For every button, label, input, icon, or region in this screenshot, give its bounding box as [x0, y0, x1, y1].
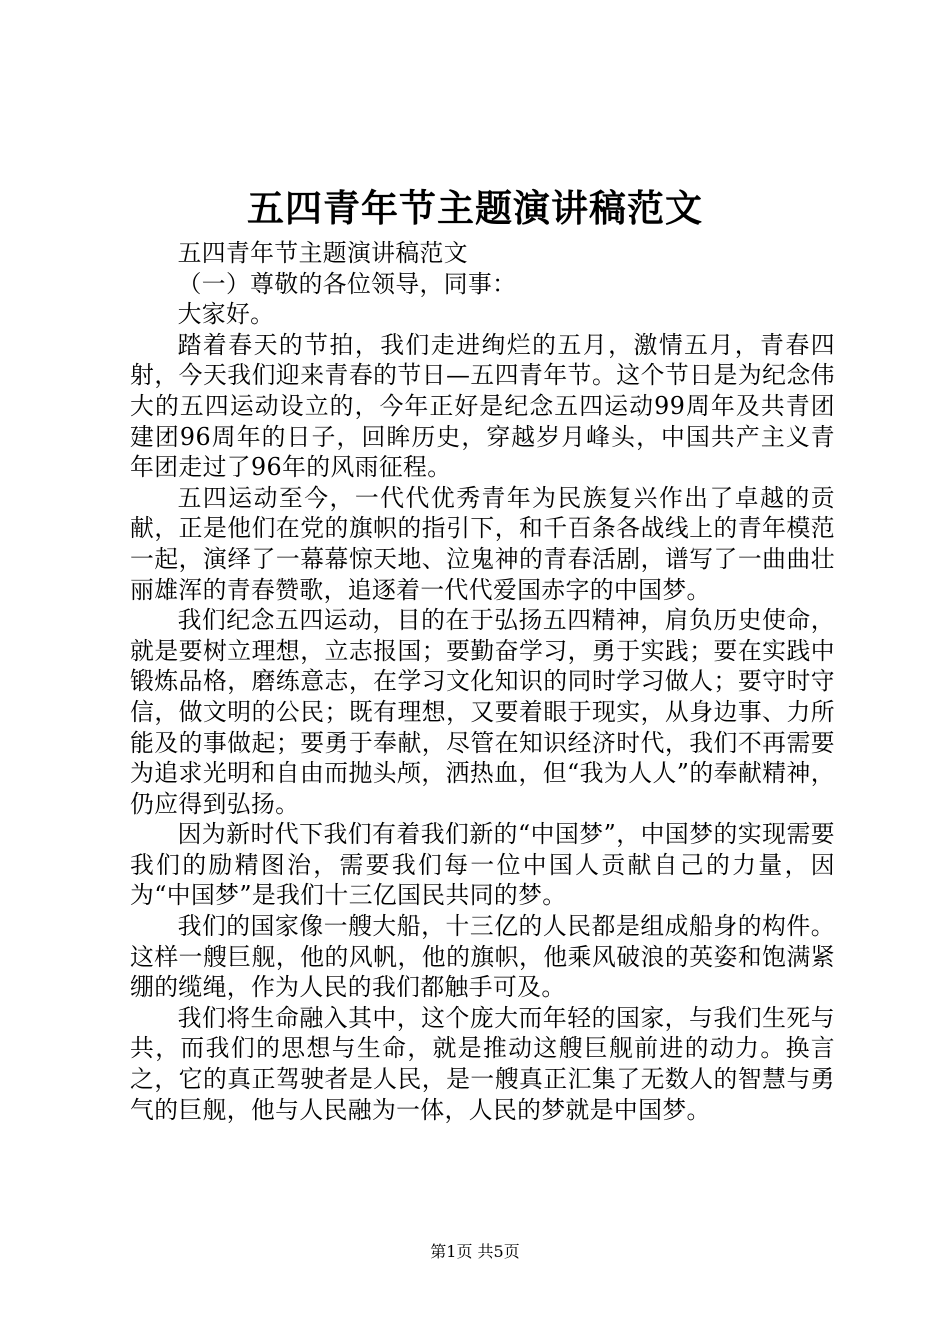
paragraph: 五四运动至今，一代代优秀青年为民族复兴作出了卓越的贡献，正是他们在党的旗帜的指引下，和千百条各战线上的青年模范一起，演绎了一幕幕惊天地、泣鬼神的青春活剧，谱写了一曲曲壮丽雄浑的青春赞歌，追逐着一代代爱国赤字的中国梦。	[130, 483, 835, 604]
paragraph: 我们将生命融入其中，这个庞大而年轻的国家，与我们生死与共，而我们的思想与生命，就是推动这艘巨舰前进的动力。换言之，它的真正驾驶者是人民，是一艘真正汇集了无数人的智慧与勇气的巨舰，他与人民融为一体，人民的梦就是中国梦。	[130, 1003, 835, 1124]
paragraph: 我们的国家像一艘大船，十三亿的人民都是组成船身的构件。这样一艘巨舰，他的风帆，他的旗帜，他乘风破浪的英姿和饱满紧绷的缆绳，作为人民的我们都触手可及。	[130, 912, 835, 1002]
paragraph-subtitle: 五四青年节主题演讲稿范文	[177, 239, 468, 267]
paragraph: 因为新时代下我们有着我们新的“中国梦”，中国梦的实现需要我们的励精图治，需要我们每一位中国人贡献自己的力量，因为“中国梦”是我们十三亿国民共同的梦。	[130, 820, 835, 910]
document-body	[130, 238, 835, 1125]
document-title: 五四青年节主题演讲稿范文	[247, 186, 703, 230]
paragraph: 踏着春天的节拍，我们走进绚烂的五月，激情五月，青春四射，今天我们迎来青春的节日—五四青年节。这个节日是为纪念伟大的五四运动设立的，今年正好是纪念五四运动99周年及共青团建团96周年的日子，回眸历史，穿越岁月峰头，中国共产主义青年团走过了96年的风雨征程。	[130, 330, 835, 482]
paragraph-salutation: （一）尊敬的各位领导，同事：	[177, 269, 517, 298]
paragraph-greeting: 大家好。	[177, 300, 275, 329]
paragraph: 我们纪念五四运动，目的在于弘扬五四精神，肩负历史使命，就是要树立理想，立志报国；要勤奋学习，勇于实践；要在实践中锻炼品格，磨练意志，在学习文化知识的同时学习做人；要守时守信，做文明的公民；既有理想，又要着眼于现实，从身边事、力所能及的事做起；要勇于奉献，尽管在知识经济时代，我们不再需要为追求光明和自由而抛头颅，洒热血，但“我为人人”的奉献精神，仍应得到弘扬。	[130, 606, 835, 818]
page-number-footer: 第1页 共5页	[430, 1242, 520, 1261]
